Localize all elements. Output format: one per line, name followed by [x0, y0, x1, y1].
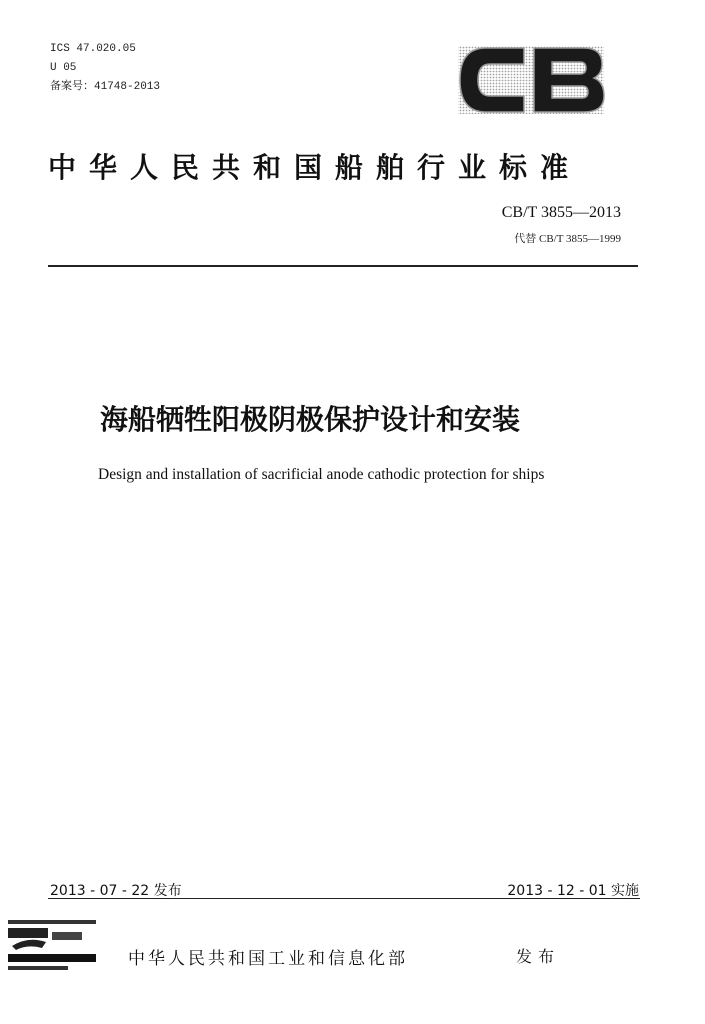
classification-code: U 05 — [50, 62, 77, 74]
ics-code: ICS 47.020.05 — [50, 43, 136, 55]
header-divider — [48, 265, 638, 267]
implementation-date: 2013 - 12 - 01 实施 — [507, 883, 639, 899]
standard-code: CB/T 3855—2013 — [501, 204, 621, 221]
replaces-standard: 代替 CB/T 3855—1999 — [514, 233, 621, 245]
filing-number: 备案号：41748-2013 — [50, 81, 161, 93]
standard-type: 中华人民共和国船舶行业标准 — [48, 151, 582, 184]
publisher-name: 中华人民共和国工业和信息化部 — [128, 949, 408, 969]
cb-logo — [456, 40, 606, 120]
publisher-seal-icon — [8, 918, 98, 976]
footer-divider — [48, 898, 640, 899]
issue-date: 2013 - 07 - 22 发布 — [50, 883, 182, 899]
publish-label: 发布 — [516, 947, 561, 966]
title-english: Design and installation of sacrificial anode cathodic protection for ships — [98, 466, 545, 483]
title-chinese: 海船牺牲阳极阴极保护设计和安装 — [100, 403, 521, 436]
